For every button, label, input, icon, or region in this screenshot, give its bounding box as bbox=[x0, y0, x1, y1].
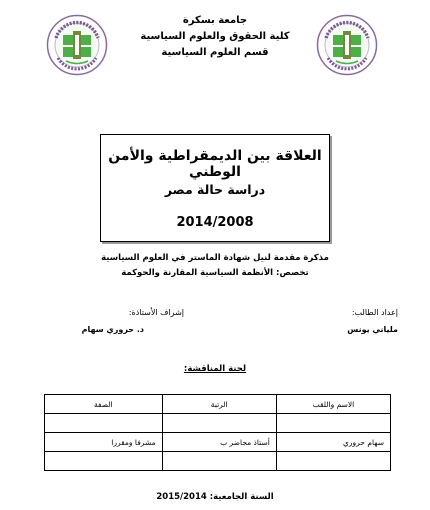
thesis-title: العلاقة بين الديمقراطية والأمن الوطني bbox=[108, 148, 322, 180]
degree-line: مذكرة مقدمة لنيل شهادة الماستر في العلوم السياسية bbox=[101, 253, 329, 263]
jury-table bbox=[44, 394, 391, 471]
jury-header-row bbox=[45, 395, 391, 414]
table-cell: مشرفا ومقررا bbox=[45, 433, 163, 452]
table-cell bbox=[45, 452, 163, 471]
column-header-name: الاسم واللقب bbox=[276, 395, 390, 414]
university-name: جامعة بسكرة bbox=[182, 15, 248, 26]
university-seal-icon bbox=[316, 14, 378, 76]
university-logo-right bbox=[316, 14, 378, 76]
university-seal-icon bbox=[46, 14, 108, 76]
faculty-name: كلية الحقوق والعلوم السياسية bbox=[140, 31, 290, 42]
table-cell bbox=[276, 452, 390, 471]
table-row bbox=[45, 452, 391, 471]
thesis-years: 2014/2008 bbox=[176, 215, 254, 230]
table-row bbox=[45, 414, 391, 433]
department-name: قسم العلوم السياسية bbox=[161, 47, 269, 58]
table-cell bbox=[276, 414, 390, 433]
academic-year: السنة الجامعية: 2015/2014 bbox=[156, 492, 274, 502]
university-logo-left bbox=[46, 14, 108, 76]
student-name: ملياني يونس bbox=[347, 325, 398, 334]
supervisor-label: إشراف الأستاذة: bbox=[128, 308, 184, 317]
column-header-rank: الرتبة bbox=[162, 395, 276, 414]
jury-heading: لجنة المناقشة: bbox=[183, 364, 247, 374]
table-cell: أستاذ محاضر ب bbox=[162, 433, 276, 452]
thesis-subtitle: دراسة حالة مصر bbox=[164, 182, 266, 197]
supervisor-name: د. حروري سهام bbox=[81, 325, 144, 334]
table-cell bbox=[162, 452, 276, 471]
table-cell: سهام حروري bbox=[276, 433, 390, 452]
specialty-line: تخصص: الأنظمة السياسية المقارنة والحوكمة bbox=[121, 268, 309, 278]
title-box bbox=[100, 134, 330, 242]
table-row bbox=[45, 433, 391, 452]
student-label: إعداد الطالب: bbox=[351, 308, 398, 317]
column-header-role: الصفة bbox=[45, 395, 163, 414]
table-cell bbox=[162, 414, 276, 433]
table-cell bbox=[45, 414, 163, 433]
